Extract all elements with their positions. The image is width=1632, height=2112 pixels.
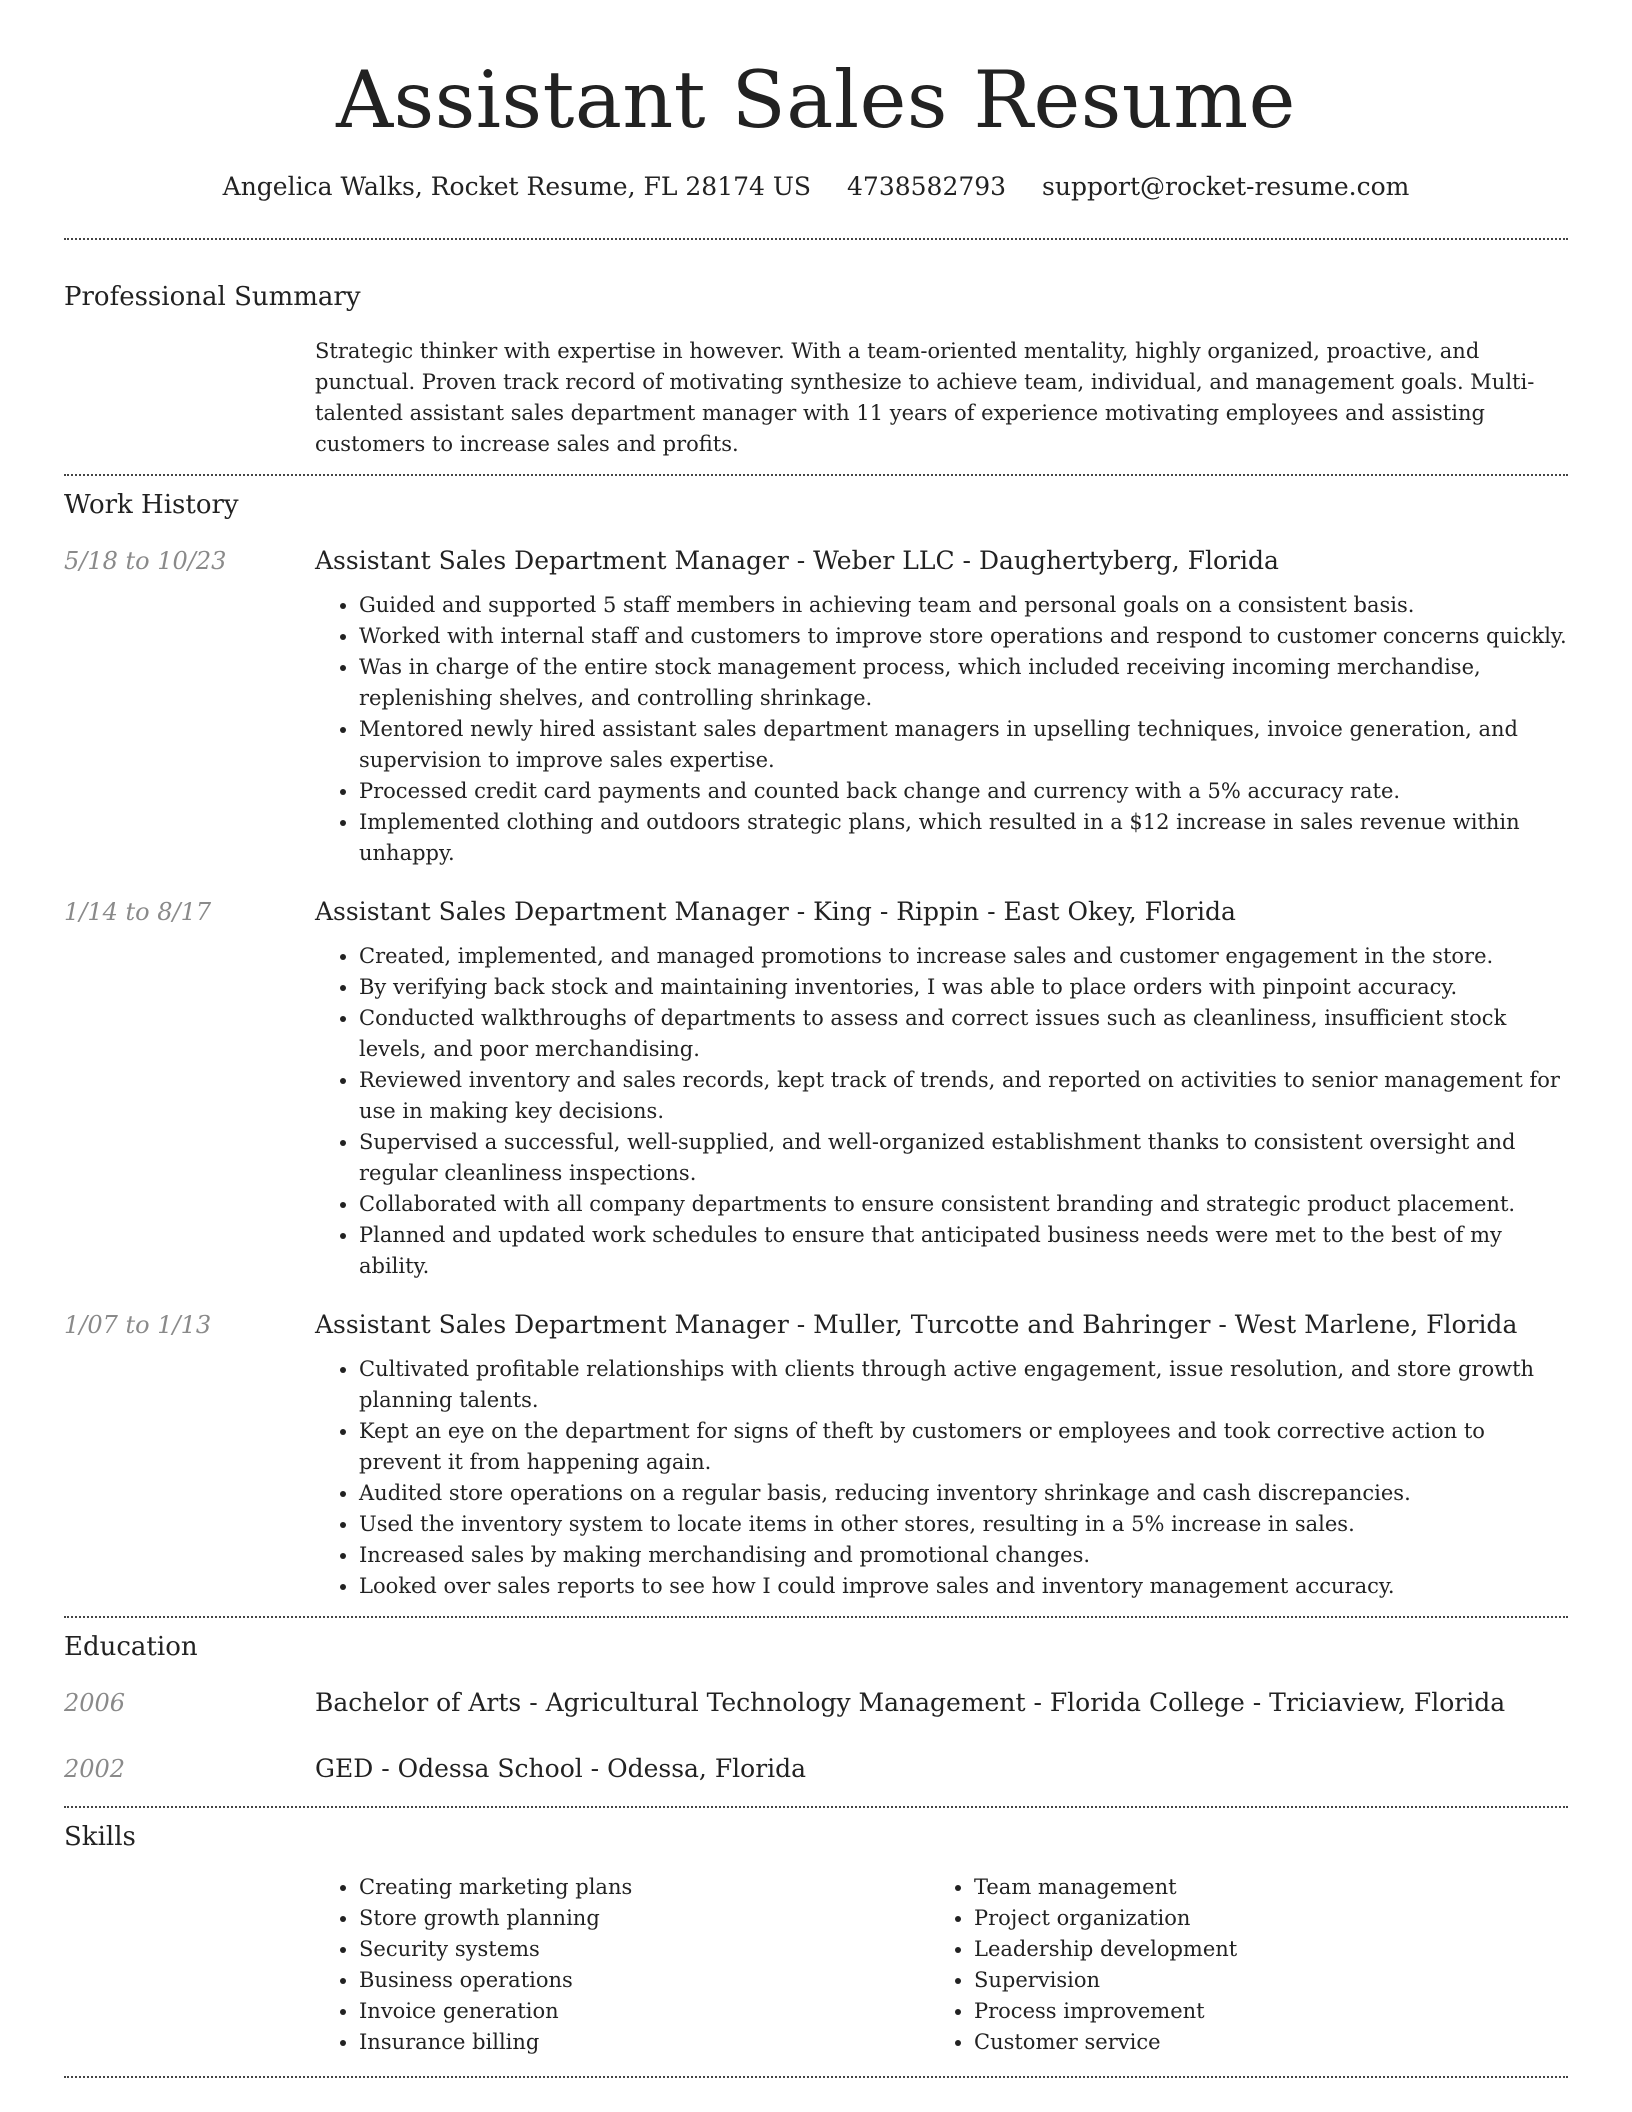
contact-address: Angelica Walks, Rocket Resume, FL 28174 US xyxy=(222,172,812,201)
job-bullet: • Conducted walkthroughs of departments to assess and correct issues such as cleanliness, insufficient stock levels, and poor merchandising. xyxy=(359,1003,1568,1065)
divider xyxy=(64,1616,1568,1618)
skill-item: • Creating marketing plans xyxy=(359,1872,930,1903)
skill-item: • Team management xyxy=(974,1872,1545,1903)
contact-line xyxy=(64,170,1568,204)
skills-list-right xyxy=(930,1872,1545,2058)
skill-item: • Supervision xyxy=(974,1965,1545,1996)
job-entry xyxy=(64,544,1568,869)
job-bullet: • Mentored newly hired assistant sales department managers in upselling techniques, invoice generation, and supervision to improve sales expertise. xyxy=(359,714,1568,776)
skill-item: • Leadership development xyxy=(974,1934,1545,1965)
job-bullet: • Audited store operations on a regular basis, reducing inventory shrinkage and cash discrepancies. xyxy=(359,1478,1568,1509)
job-bullet: • Looked over sales reports to see how I could improve sales and inventory management accuracy. xyxy=(359,1571,1568,1602)
job-title: Assistant Sales Department Manager - King - Rippin - East Okey, Florida xyxy=(315,897,1236,926)
skill-item: • Security systems xyxy=(359,1934,930,1965)
skills-row xyxy=(64,1872,1568,2058)
section-heading-work: Work History xyxy=(64,490,239,520)
job-bullets xyxy=(315,590,1568,869)
education-year: 2006 xyxy=(64,1689,126,1717)
section-heading-skills: Skills xyxy=(64,1822,136,1852)
education-year: 2002 xyxy=(64,1755,126,1783)
skill-item: • Store growth planning xyxy=(359,1903,930,1934)
education-degree: GED - Odessa School - Odessa, Florida xyxy=(315,1754,807,1783)
job-bullet: • Collaborated with all company departments to ensure consistent branding and strategic product placement. xyxy=(359,1189,1568,1220)
job-bullet: • Created, implemented, and managed promotions to increase sales and customer engagement in the store. xyxy=(359,941,1568,972)
job-bullet: • Guided and supported 5 staff members in achieving team and personal goals on a consistent basis. xyxy=(359,590,1568,621)
skill-item: • Customer service xyxy=(974,2027,1545,2058)
contact-email: support@rocket-resume.com xyxy=(1042,172,1410,201)
divider xyxy=(64,474,1568,476)
education-degree: Bachelor of Arts - Agricultural Technology Management - Florida College - Triciaview, Florida xyxy=(315,1688,1506,1717)
summary-text: Strategic thinker with expertise in however. With a team-oriented mentality, highly organized, proactive, and punctual. Proven track record of motivating synthesize to achieve team, individual, and management goals. Multi-talented assistant sales department manager with 11 years of experience motivating employees and assisting customers to increase sales and profits. xyxy=(315,339,1535,456)
education-entry xyxy=(64,1752,1568,1786)
section-heading-education: Education xyxy=(64,1632,198,1662)
job-bullet: • Supervised a successful, well-supplied, and well-organized establishment thanks to consistent oversight and regular cleanliness inspections. xyxy=(359,1127,1568,1189)
contact-phone: 4738582793 xyxy=(847,172,1007,201)
job-bullet: • Cultivated profitable relationships with clients through active engagement, issue resolution, and store growth planning talents. xyxy=(359,1354,1568,1416)
skill-item: • Invoice generation xyxy=(359,1996,930,2027)
job-dates: 5/18 to 10/23 xyxy=(64,547,227,575)
divider xyxy=(64,238,1568,240)
job-bullet: • Worked with internal staff and customers to improve store operations and respond to customer concerns quickly. xyxy=(359,621,1568,652)
job-bullet: • Processed credit card payments and counted back change and currency with a 5% accuracy rate. xyxy=(359,776,1568,807)
job-bullet: • Kept an eye on the department for signs of theft by customers or employees and took corrective action to prevent it from happening again. xyxy=(359,1416,1568,1478)
divider xyxy=(64,1806,1568,1808)
job-bullet: • Was in charge of the entire stock management process, which included receiving incoming merchandise, replenishing shelves, and controlling shrinkage. xyxy=(359,652,1568,714)
section-heading-summary: Professional Summary xyxy=(64,282,361,312)
skills-columns xyxy=(315,1872,1568,2058)
job-bullet: • Implemented clothing and outdoors strategic plans, which resulted in a $12 increase in sales revenue within unhappy. xyxy=(359,807,1568,869)
job-entry xyxy=(64,895,1568,1282)
skill-item: • Process improvement xyxy=(974,1996,1545,2027)
skill-item: • Business operations xyxy=(359,1965,930,1996)
job-entry xyxy=(64,1308,1568,1602)
job-bullets xyxy=(315,941,1568,1282)
education-entry xyxy=(64,1686,1568,1720)
job-title: Assistant Sales Department Manager - Weber LLC - Daughertyberg, Florida xyxy=(315,546,1279,575)
job-bullet: • Increased sales by making merchandising and promotional changes. xyxy=(359,1540,1568,1571)
job-bullets xyxy=(315,1354,1568,1602)
job-bullet: • Reviewed inventory and sales records, kept track of trends, and reported on activities to senior management for use in making key decisions. xyxy=(359,1065,1568,1127)
summary-row xyxy=(64,336,1568,460)
resume-title: Assistant Sales Resume xyxy=(336,54,1296,146)
divider xyxy=(64,2076,1568,2078)
job-bullet: • By verifying back stock and maintaining inventories, I was able to place orders with pinpoint accuracy. xyxy=(359,972,1568,1003)
job-title: Assistant Sales Department Manager - Muller, Turcotte and Bahringer - West Marlene, Florida xyxy=(315,1310,1518,1339)
skill-item: • Project organization xyxy=(974,1903,1545,1934)
job-bullet: • Used the inventory system to locate items in other stores, resulting in a 5% increase in sales. xyxy=(359,1509,1568,1540)
job-dates: 1/07 to 1/13 xyxy=(64,1311,212,1339)
skills-list-left xyxy=(315,1872,930,2058)
skill-item: • Insurance billing xyxy=(359,2027,930,2058)
job-bullet: • Planned and updated work schedules to ensure that anticipated business needs were met to the best of my ability. xyxy=(359,1220,1568,1282)
job-dates: 1/14 to 8/17 xyxy=(64,898,212,926)
